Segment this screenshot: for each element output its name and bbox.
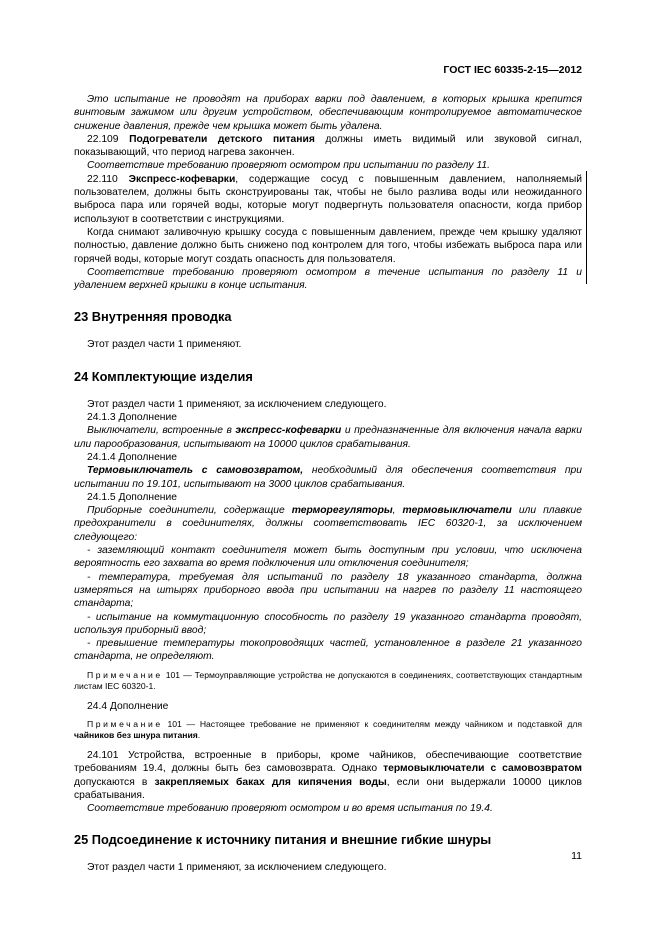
defined-term: чайников без шнура питания [74, 730, 198, 741]
clause-text: Выключатели, встроенные в [87, 425, 236, 437]
clause-text: или плавкие предохранители в соединителях, должны соответствовать IEC 60320-1, за исключением следующего: [74, 505, 582, 543]
defined-term: Термовыключатель с самовозвратом, [87, 465, 304, 477]
compliance-check: Соответствие требованию проверяют осмотром при испытании по разделу 11. [87, 160, 490, 172]
list-item: - заземляющий контакт соединителя может быть доступным при условии, что исключена вероятность его захвата во время подключения или отключения соединителя; [74, 545, 582, 570]
page-content [74, 93, 582, 875]
clause-22-110 [74, 173, 582, 226]
page-number: 11 [571, 850, 582, 862]
note-label: Примечание [87, 718, 163, 729]
change-marker-bar [586, 171, 587, 284]
list-item: - превышение температуры токопроводящих частей, установленное в разделе 21 указанного стандарта, не определяют. [74, 638, 582, 663]
section-heading-24: 24 Комплектующие изделия [74, 368, 253, 384]
clause-label: 24.1.4 Дополнение [87, 451, 177, 463]
clause-number: 22.110 [87, 173, 118, 185]
clause-text: , [392, 505, 403, 517]
clause-24-1-5 [74, 504, 582, 544]
clause-text: , содержащие сосуд с повышенным давлением, наполняемый пользователем, должны быть сконструированы так, чтобы не было разлива воды или неожиданного выброса пара или горячей воды, которые могут подвергнуть пользователя опасности, когда прибор используют в соответствии с инструкциями. [74, 173, 582, 225]
compliance-check: Соответствие требованию проверяют осмотром и во время испытания по 19.4. [87, 803, 493, 815]
clause-label: 24.1.5 Дополнение [87, 491, 177, 503]
defined-term: экспресс-кофеварки [235, 425, 342, 437]
clause-text: необходимый для обеспечения соответствия при испытании по 19.101, испытывают на 3000 циклов срабатывания. [74, 465, 582, 490]
section-24-intro: Этот раздел части 1 применяют, за исключением следующего. [87, 398, 387, 410]
section-25-text: Этот раздел части 1 применяют, за исключением следующего. [87, 862, 387, 874]
clause-label: 24.4 Дополнение [87, 700, 169, 712]
clause-24-101 [74, 749, 582, 802]
defined-term: Подогреватели детского питания [129, 133, 315, 145]
clause-22-110-paragraph: Когда снимают заливочную крышку сосуда с повышенным давлением, прежде чем крышку удаляют полностью, давление должно быть снижено под контролем для того, чтобы избежать выброса пара или горячей воды, которые могут создать опасность для пользователя. [74, 226, 582, 265]
defined-term: термовыключатели [402, 505, 512, 517]
clause-24-1-4 [74, 464, 582, 491]
clause-text: , если они выдержали 10000 циклов срабатывания. [74, 776, 582, 801]
clause-text: и предназначенные для включения начала варки или парообразования, испытывают на 10000 циклов срабатывания. [74, 425, 583, 450]
note-label: Примечание [87, 669, 163, 680]
clause-number: 22.109 [87, 133, 119, 145]
section-23-text: Этот раздел части 1 применяют. [87, 339, 242, 351]
clause-text: 24.101 Устройства, встроенные в приборы, кроме чайников, обеспечивающие соответствие требованиям 19.4, должны быть без самовозврата. Однако [74, 749, 582, 775]
document-header: ГОСТ IEC 60335-2-15—2012 [443, 64, 582, 76]
clause-label: 24.1.3 Дополнение [87, 412, 177, 424]
note-text: . [197, 730, 201, 741]
clause-22-109 [74, 133, 582, 160]
defined-term: Экспресс-кофеварки [128, 173, 236, 185]
note-text: 101 — Настоящее требование не применяют к соединителям между чайником и подставкой для [167, 718, 582, 729]
list-item: - испытание на коммутационную способность по разделу 19 указанного стандарта проводят, используя приборный ввод; [74, 611, 582, 636]
note-text: 101 — Термоуправляющие устройства не допускаются в соединениях, соответствующих стандартным листам IEC 60320-1. [74, 669, 583, 692]
section-heading-25: 25 Подсоединение к источнику питания и внешние гибкие шнуры [74, 832, 492, 848]
clause-text: Приборные соединители, содержащие [87, 505, 292, 517]
compliance-check: Соответствие требованию проверяют осмотром в течение испытания по разделу 11 и удалением верхней крышки в конце испытания. [74, 266, 582, 292]
note-24-4 [74, 719, 582, 742]
paragraph-22-108-end: Это испытание не проводят на приборах варки под давлением, в которых крышка крепится винтовым зажимом или другим устройством, обеспечивающим контролируемое автоматическое снижение давления, прежде чем крышка может быть удалена. [74, 94, 582, 132]
defined-term: терморегуляторы [291, 505, 393, 517]
clause-text: допускаются в [74, 776, 155, 788]
clause-24-1-3 [74, 424, 582, 451]
section-heading-23: 23 Внутренняя проводка [74, 309, 232, 325]
clause-text: должны иметь видимый или звуковой сигнал, показывающий, что период нагрева закончен. [74, 133, 582, 159]
note-24-1-5 [74, 670, 582, 693]
defined-term: термовыключатели с самовозвратом [383, 763, 582, 775]
list-item: - температура, требуемая для испытаний по разделу 18 указанного стандарта, должна измеряться на штырях приборного ввода при испытании на нагрев по разделу 11 настоящего стандарта; [74, 571, 582, 610]
defined-term: закрепляемых баках для кипячения воды [154, 776, 387, 788]
